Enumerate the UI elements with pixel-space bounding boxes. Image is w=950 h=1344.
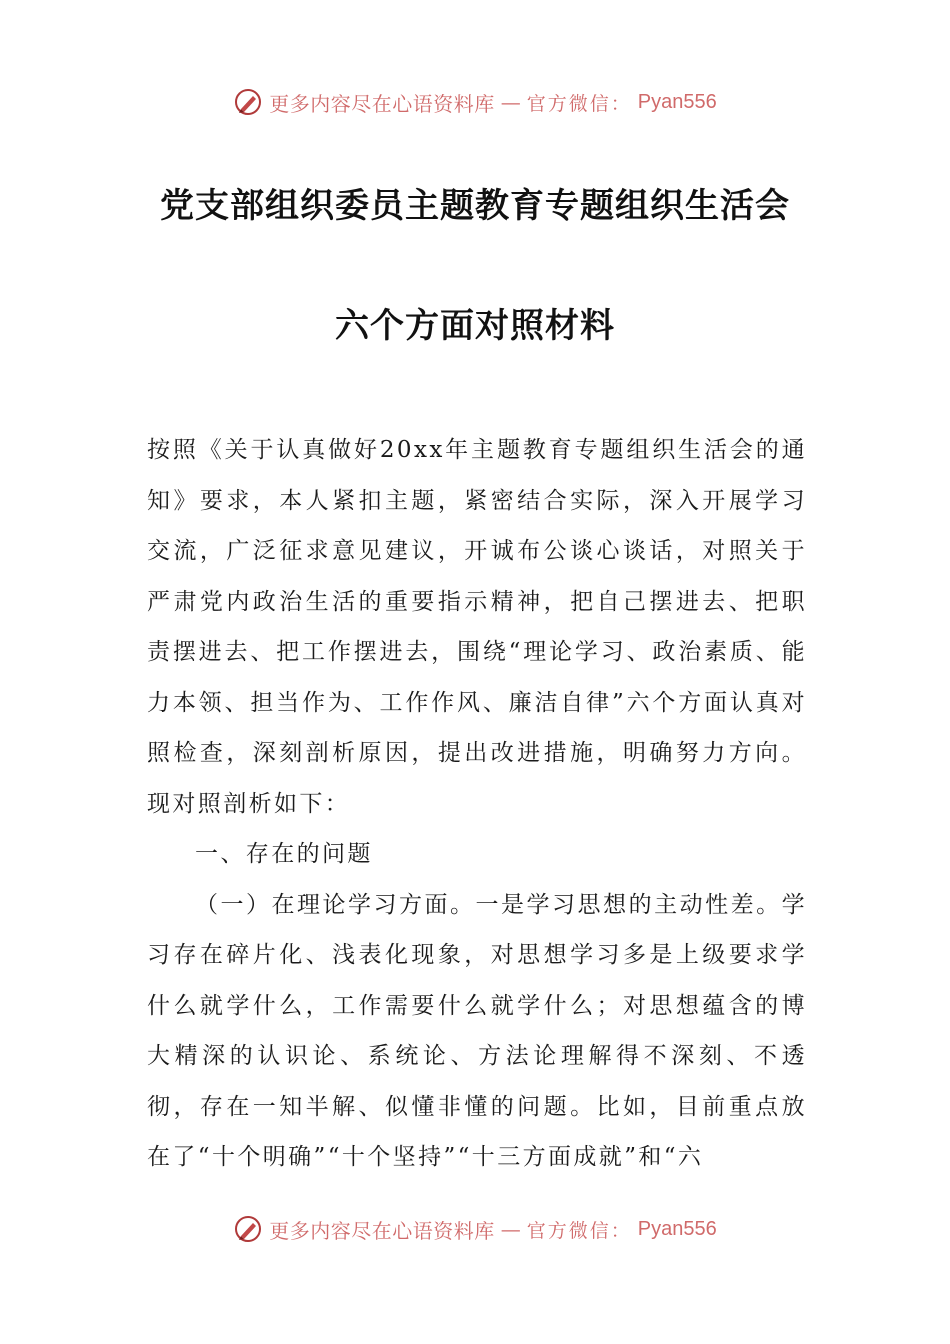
banner-wechat-label: 官方微信： (526, 1219, 632, 1242)
document-title-line2: 六个方面对照材料 (335, 306, 615, 346)
banner-wechat-id: Pyan556 (637, 90, 717, 113)
section-one-heading: 一、存在的问题 (195, 841, 373, 867)
document-title-line1: 党支部组织委员主题教育专题组织生活会 (160, 186, 790, 226)
footer-banner (0, 1209, 950, 1249)
banner-dash: — (500, 90, 521, 114)
banner-dash: — (500, 1217, 521, 1241)
pen-logo-icon (233, 1214, 263, 1244)
banner-wechat-label: 官方微信： (526, 92, 632, 115)
banner-wechat-id: Pyan556 (637, 1217, 717, 1240)
intro-paragraph: 按照《关于认真做好20xx年主题教育专题组织生活会的通知》要求，本人紧扣主题，紧密结合实际，深入开展学习交流，广泛征求意见建议，开诚布公谈心谈话，对照关于严肃党内政治生活的重要指示精神，把自己摆进去、把职责摆进去、把工作摆进去，围绕“理论学习、政治素质、能力本领、担当作为、工作作风、廉洁自律”六个方面认真对照检查，深刻剖析原因，提出改进措施，明确努力方向。现对照剖析如下： (147, 437, 807, 817)
banner-site-text: 更多内容尽在心语资料库 (269, 91, 495, 116)
header-banner (0, 82, 950, 122)
document-body (147, 425, 807, 1183)
pen-logo-icon (233, 87, 263, 117)
section-one-paragraph: （一）在理论学习方面。一是学习思想的主动性差。学习存在碎片化、浅表化现象，对思想学习多是上级要求学什么就学什么，工作需要什么就学什么；对思想蕴含的博大精深的认识论、系统论、方法论理解得不深刻、不透彻，存在一知半解、似懂非懂的问题。比如，目前重点放在了“十个明确”“十个坚持”“十三方面成就”和“六 (147, 891, 807, 1170)
banner-site-text: 更多内容尽在心语资料库 (269, 1218, 495, 1243)
